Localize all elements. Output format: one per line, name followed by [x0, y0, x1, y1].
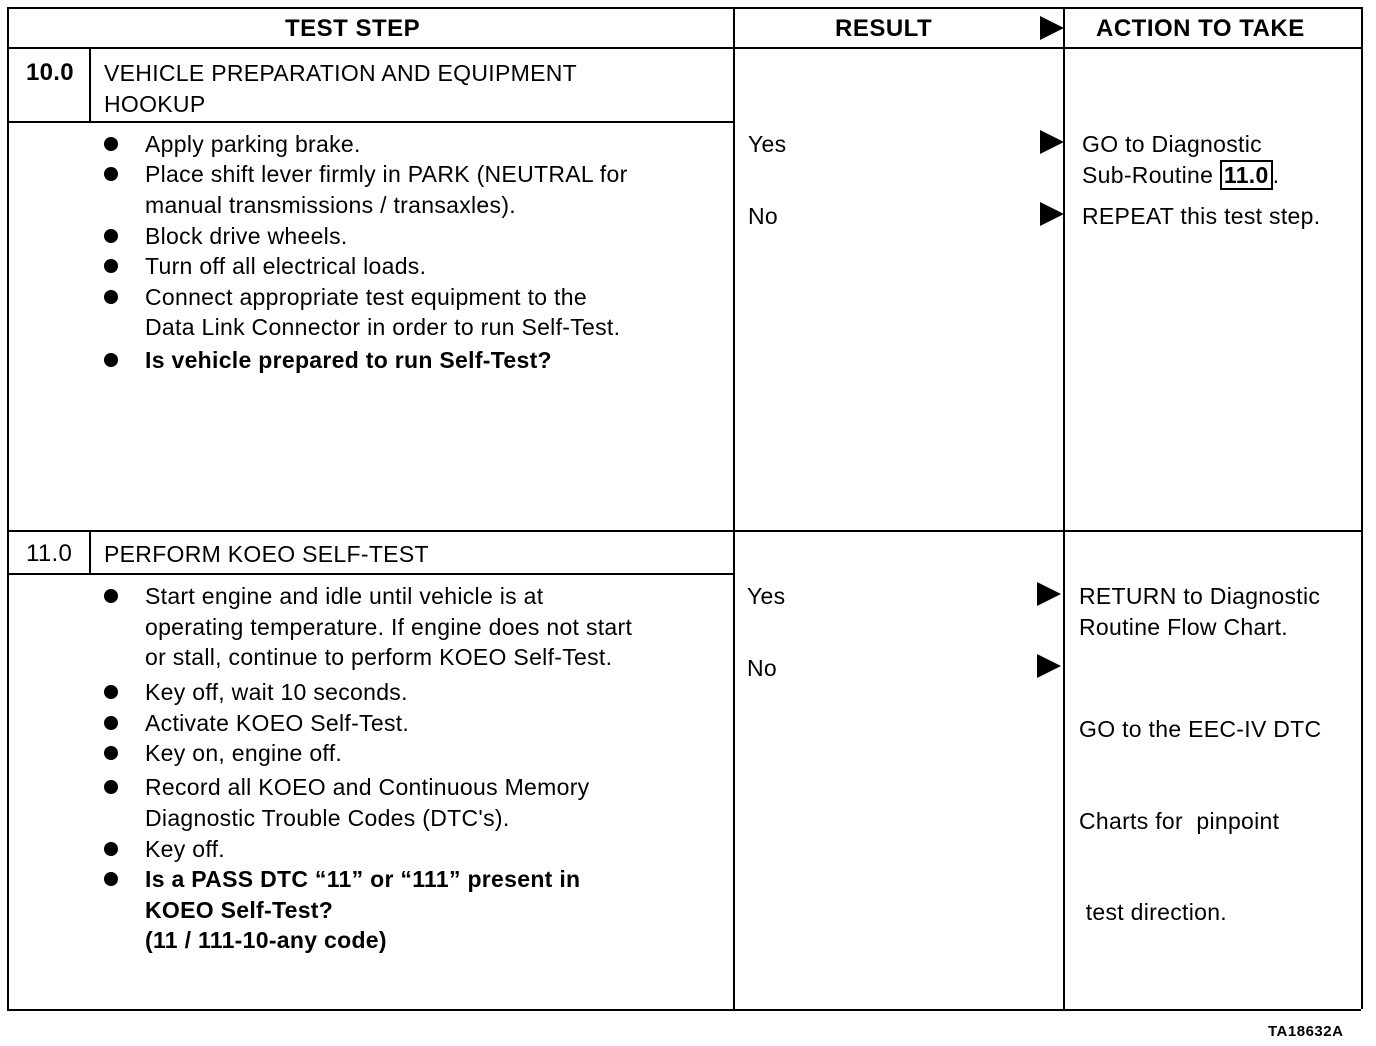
- header-result: RESULT: [835, 15, 933, 42]
- bullet-icon: [104, 842, 118, 856]
- bullet-icon: [104, 353, 118, 367]
- step11-result-yes: Yes: [747, 583, 786, 609]
- figure-code: TA18632A: [1268, 1023, 1344, 1040]
- step11-title-underline: [7, 573, 734, 575]
- bullet-icon: [104, 780, 118, 794]
- bullet-icon: [104, 259, 118, 273]
- bullet-icon: [104, 290, 118, 304]
- step11-item-1-line1: Start engine and idle until vehicle is at: [145, 583, 544, 609]
- step10-item-5-line2: Data Link Connector in order to run Self-Test.: [145, 314, 621, 340]
- bullet-icon: [104, 716, 118, 730]
- step11-item-6: Key off.: [145, 836, 225, 862]
- step10-number-divider: [89, 48, 91, 122]
- step10-result-yes: Yes: [748, 131, 787, 157]
- step11-question-line1: Is a PASS DTC “11” or “111” present in: [145, 866, 581, 892]
- bullet-icon: [104, 872, 118, 886]
- bullet-icon: [104, 137, 118, 151]
- step11-question-line2: KOEO Self-Test?: [145, 897, 334, 923]
- step11-item-1-line3: or stall, continue to perform KOEO Self-Test.: [145, 644, 613, 670]
- arrow-icon: [1037, 582, 1061, 606]
- row-divider: [7, 530, 1363, 532]
- step10-item-5-line1: Connect appropriate test equipment to the: [145, 284, 587, 310]
- col-divider-action: [1063, 7, 1065, 1011]
- top-border: [7, 7, 1363, 9]
- step10-item-3: Block drive wheels.: [145, 223, 348, 249]
- step11-result-no: No: [747, 655, 778, 681]
- bullet-icon: [104, 167, 118, 181]
- arrow-icon: [1037, 654, 1061, 678]
- step11-question-line3: (11 / 111-10-any code): [145, 927, 387, 953]
- step10-question: Is vehicle prepared to run Self-Test?: [145, 347, 552, 373]
- step10-item-1: Apply parking brake.: [145, 131, 361, 157]
- step10-item-2-line1: Place shift lever firmly in PARK (NEUTRAL for: [145, 161, 628, 187]
- step11-number-divider: [89, 531, 91, 574]
- step11-item-4: Key on, engine off.: [145, 740, 343, 766]
- left-border: [7, 7, 9, 1011]
- bullet-icon: [104, 746, 118, 760]
- step10-action-yes: GO to Diagnostic Sub-Routine 11.0 .: [1082, 131, 1280, 188]
- step11-item-3: Activate KOEO Self-Test.: [145, 710, 410, 736]
- header-action: ACTION TO TAKE: [1096, 15, 1305, 42]
- step11-action-no: GO to the EEC-IV DTC Charts for pinpoint test direction.: [1079, 716, 1322, 925]
- step11-number: 11.0: [26, 540, 73, 567]
- step10-action-no: REPEAT this test step.: [1082, 203, 1321, 229]
- header-arrow-icon: [1040, 16, 1064, 40]
- header-test-step: TEST STEP: [285, 15, 421, 42]
- step11-item-1-line2: operating temperature. If engine does not start: [145, 614, 633, 640]
- step11-item-5-line1: Record all KOEO and Continuous Memory: [145, 774, 590, 800]
- subroutine-ref-box: 11.0: [1220, 160, 1273, 190]
- step10-item-2-line2: manual transmissions / transaxles).: [145, 192, 516, 218]
- bullet-icon: [104, 589, 118, 603]
- bullet-icon: [104, 685, 118, 699]
- step10-result-no: No: [748, 203, 779, 229]
- step10-title-underline: [7, 121, 734, 123]
- step11-title: PERFORM KOEO SELF-TEST: [104, 541, 429, 567]
- step10-item-4: Turn off all electrical loads.: [145, 253, 427, 279]
- right-border: [1361, 7, 1363, 1009]
- step11-item-2: Key off, wait 10 seconds.: [145, 679, 408, 705]
- arrow-icon: [1040, 130, 1064, 154]
- step10-title: VEHICLE PREPARATION AND EQUIPMENT HOOKUP: [104, 60, 577, 117]
- bottom-border: [7, 1009, 1361, 1011]
- step11-item-5-line2: Diagnostic Trouble Codes (DTC's).: [145, 805, 510, 831]
- step11-action-yes: RETURN to Diagnostic Routine Flow Chart.: [1079, 583, 1321, 640]
- col-divider-result: [733, 7, 735, 1011]
- step10-number: 10.0: [26, 59, 74, 86]
- bullet-icon: [104, 229, 118, 243]
- arrow-icon: [1040, 202, 1064, 226]
- header-divider: [7, 47, 1363, 49]
